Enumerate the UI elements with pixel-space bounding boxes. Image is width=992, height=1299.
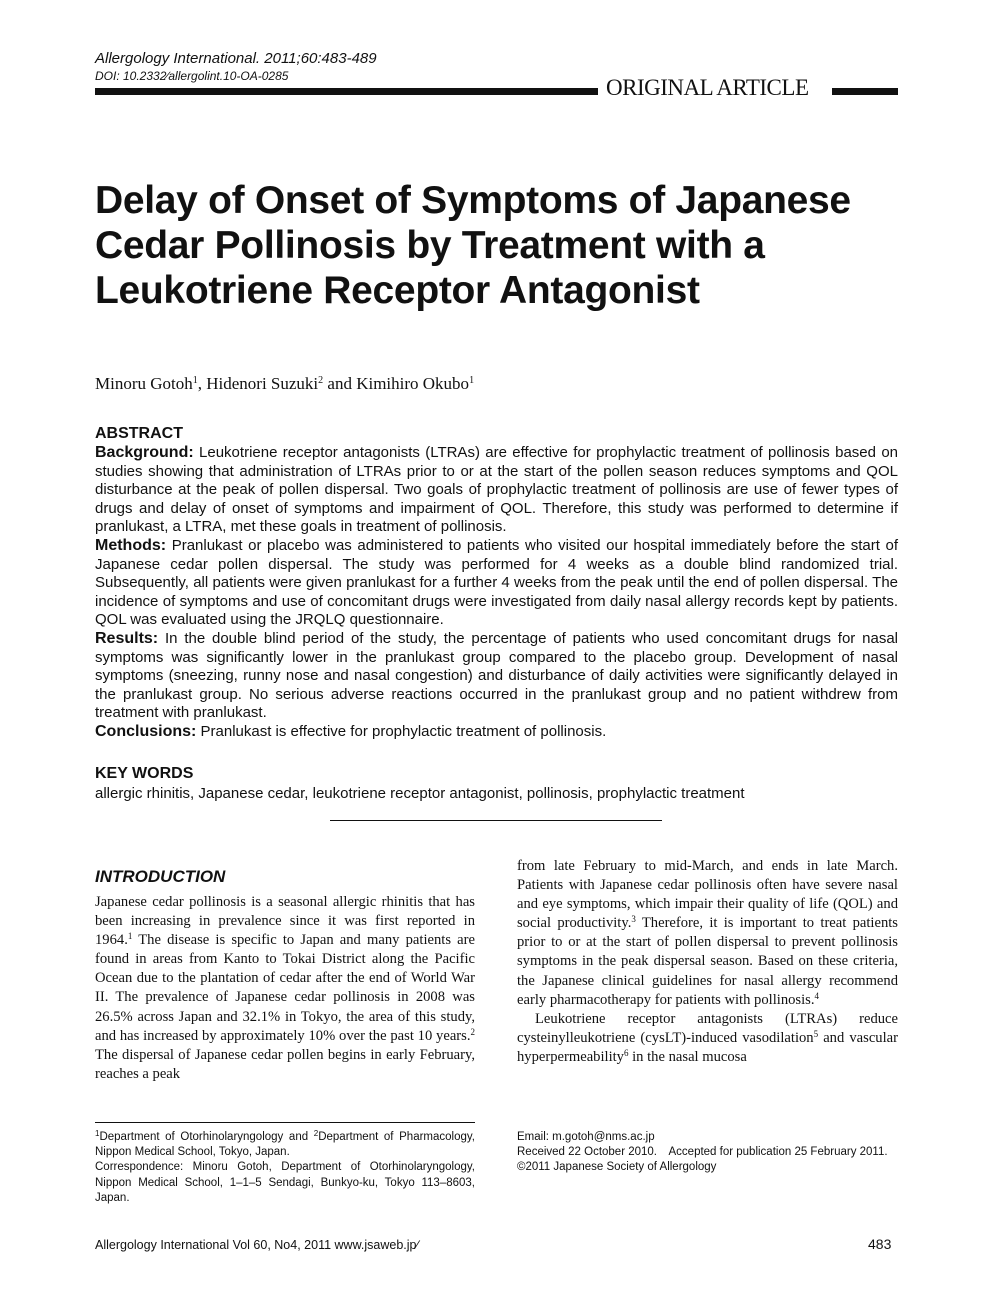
article-type-label: ORIGINAL ARTICLE xyxy=(606,75,809,100)
copyright: ©2011 Japanese Society of Allergology xyxy=(517,1161,717,1174)
body-column-left xyxy=(95,893,475,1084)
footnotes-left xyxy=(95,1130,475,1206)
abstract-methods xyxy=(95,537,898,630)
author-name: Hidenori Suzuki xyxy=(206,374,319,393)
abstract xyxy=(95,424,898,742)
affiliation-marker: 2 xyxy=(318,375,324,386)
affiliation-marker: 2 xyxy=(313,1129,319,1138)
methods-label: Methods: xyxy=(95,536,167,554)
abstract-heading: ABSTRACT xyxy=(95,425,183,442)
correspondence: Correspondence: Minoru Gotoh, Department of Otorhinolaryngology, Nippon Medical School, 1–1–5 Sendagi, Bunkyo-ku, Tokyo 113–8603, Japan. xyxy=(95,1161,475,1204)
intro-text: from late February to mid-March, and ends in late March. Patients with Japanese cedar pollinosis often have severe nasal and eye symptoms, which impair their quality of life (QOL) and social productivity. xyxy=(517,858,898,932)
intro-text: Therefore, it is important to treat patients prior to or at the start of pollen dispersal to prevent pollinosis symptoms in the peak dispersal season. Based on these criteria, the Japanese clinical guidelines for nasal allergy recommend early pharmacotherapy for patients with pollinosis. xyxy=(517,915,898,1008)
affiliations xyxy=(95,1130,475,1160)
intro-paragraph xyxy=(95,893,475,1084)
conclusions-text: Pranlukast is effective for prophylactic treatment of pollinosis. xyxy=(200,722,607,740)
affiliation-text: Department of Otorhinolaryngology and xyxy=(99,1131,314,1143)
page-number: 483 xyxy=(868,1236,892,1252)
results-text: In the double blind period of the study, the percentage of patients who used concomitant drugs for nasal symptoms was significantly lower in the pranlukast group compared to the placebo group. Development of nasal symptoms (sneezing, runny nose and nasal congestion) and disturbance of daily activities were significantly delayed in the pranlukast group. No serious adverse reactions occurred in the pranlukast group and no patient withdrew from treatment with pranlukast. xyxy=(95,629,899,722)
keywords-text: allergic rhinitis, Japanese cedar, leukotriene receptor antagonist, pollinosis, prophylactic treatment xyxy=(95,785,745,802)
affiliation-marker: 1 xyxy=(192,375,198,386)
background-label: Background: xyxy=(95,444,194,461)
introduction-heading: INTRODUCTION xyxy=(95,867,226,886)
header-rule-left xyxy=(95,88,598,95)
journal-citation: Allergology International. 2011;60:483-489 xyxy=(95,50,377,67)
reference-marker: 4 xyxy=(814,990,819,1001)
results-label: Results: xyxy=(95,629,159,647)
intro-text: The dispersal of Japanese cedar pollen begins in early February, reaches a peak xyxy=(95,1046,475,1082)
footnotes-right xyxy=(517,1130,898,1176)
reference-marker: 3 xyxy=(631,914,636,925)
article-title: Delay of Onset of Symptoms of Japanese Cedar Pollinosis by Treatment with a Leukotriene Receptor Antagonist xyxy=(95,179,851,312)
affiliation-text: Department of Pharmacology, Nippon Medical School, Tokyo, Japan. xyxy=(95,1131,475,1159)
received-dates: Received 22 October 2010. Accepted for publication 25 February 2011. xyxy=(517,1146,888,1159)
abstract-background xyxy=(95,444,898,537)
doi: DOI: 10.2332∕allergolint.10-OA-0285 xyxy=(95,69,289,83)
intro-text: in the nasal mucosa xyxy=(628,1048,747,1065)
section-divider xyxy=(330,820,662,821)
author-separator: , xyxy=(197,374,207,393)
reference-marker: 6 xyxy=(623,1047,629,1058)
reference-marker: 2 xyxy=(470,1026,475,1037)
author-list xyxy=(95,374,474,394)
email: Email: m.gotoh@nms.ac.jp xyxy=(517,1131,655,1143)
methods-text: Pranlukast or placebo was administered to patients who visited our hospital immediately before the start of Japanese cedar pollen dispersal. The study was performed for 4 weeks as a double blind randomized trial. Subsequently, all patients were given pranlukast for a further 4 weeks from the peak until the end of pollen dispersal. The incidence of symptoms and use of concomitant drugs were investigated from daily nasal allergy records kept by patients. QOL was evaluated using the JRQLQ questionnaire. xyxy=(95,536,899,629)
author-name: Kimihiro Okubo xyxy=(356,374,470,393)
body-column-right xyxy=(517,857,898,1067)
abstract-results xyxy=(95,630,898,723)
conclusions-label: Conclusions: xyxy=(95,722,197,740)
intro-text: and vascular hyperpermeability xyxy=(517,1029,898,1065)
affiliation-marker: 1 xyxy=(469,375,475,386)
intro-paragraph-2 xyxy=(517,1010,898,1067)
footer-citation: Allergology International Vol 60, No4, 2011 www.jsaweb.jp∕ xyxy=(95,1238,419,1252)
intro-text: The disease is specific to Japan and many patients are found in areas from Kanto to Tokai District along the Pacific Ocean due to the plantation of cedar after the end of World War II. The prevalence of Japanese cedar pollinosis in 2008 was 26.5% across Japan and 32.1% in Tokyo, the area of this study, and has increased by approximately 10% over the past 10 years. xyxy=(95,932,475,1044)
background-text: Leukotriene receptor antagonists (LTRAs) are effective for prophylactic treatment of pollinosis based on studies showing that administration of LTRAs prior to or at the start of the pollen season reduces symptoms and QOL disturbance at the peak of pollen dispersal. Two goals of prophylactic treatment of pollinosis are use of fewer types of drugs and delay of onset of symptoms and impairment of QOL. Therefore, this study was performed to determine if pranlukast, a LTRA, met these goals in treatment of pollinosis. xyxy=(95,444,899,536)
reference-marker: 1 xyxy=(127,931,133,942)
abstract-conclusions xyxy=(95,723,898,742)
keywords-heading: KEY WORDS xyxy=(95,765,194,782)
header-rule-right xyxy=(832,88,898,95)
author-name: Minoru Gotoh xyxy=(95,374,193,393)
footnote-rule xyxy=(95,1122,475,1123)
reference-marker: 5 xyxy=(813,1028,819,1039)
intro-paragraph-continued xyxy=(517,857,898,1010)
affiliation-marker: 1 xyxy=(95,1129,100,1138)
intro-text: Japanese cedar pollinosis is a seasonal allergic rhinitis that has been increasing in prevalence since it was first reported in 1964. xyxy=(95,894,475,949)
author-separator: and xyxy=(323,374,357,393)
intro-text: Leukotriene receptor antagonists (LTRAs) reduce cysteinylleukotriene (cysLT)-induced vasodilation xyxy=(517,1010,898,1046)
